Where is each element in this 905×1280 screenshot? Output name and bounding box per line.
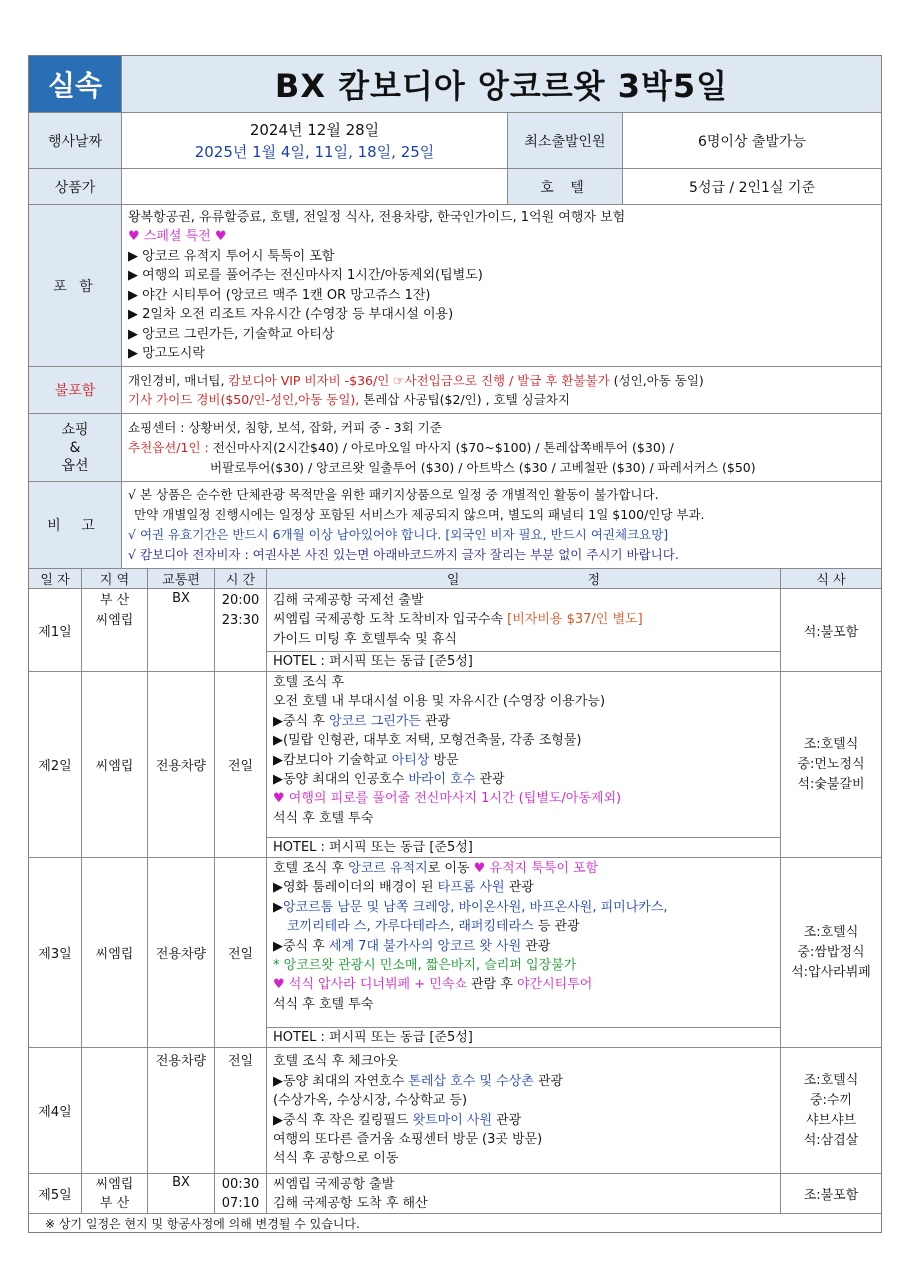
place-cell [82, 1174, 148, 1213]
itinerary-line: 김해 국제공항 국제선 출발 [273, 593, 424, 608]
col-time: 시 간 [215, 569, 267, 588]
day-label: 제3일 [29, 858, 82, 1047]
notes-content [122, 482, 881, 568]
day-label: 제1일 [29, 589, 82, 671]
transport-cell: 전용차량 [148, 1048, 215, 1173]
itinerary-line: 로 이동 [427, 861, 474, 876]
departure-dates [122, 113, 508, 168]
hotel-line: HOTEL : 퍼시픽 또는 동급 [준5성] [267, 651, 780, 671]
hotel-value: 5성급 / 2인1실 기준 [689, 179, 815, 196]
itinerary-line: ▶(밀랍 인형관, 대부호 저택, 모형건축물, 각종 조형물) [273, 733, 582, 749]
attraction-name: 톤레삽 호수 및 수상촌 [408, 1073, 534, 1089]
time-text: 07:10 [221, 1195, 260, 1211]
day-row [29, 858, 881, 1048]
itinerary-line: ▶캄보디아 기술학교 [273, 752, 392, 768]
meal-cell: 석:불포함 [803, 624, 859, 640]
transport-cell: BX [148, 589, 215, 671]
exclude-content [122, 367, 881, 413]
itinerary-line: 김해 국제공항 도착 후 해산 [273, 1195, 428, 1211]
attraction-name: 앙코르 유적지 [348, 861, 428, 876]
attraction-name: 세계 7대 불가사의 앙코르 왓 사원 [328, 938, 522, 954]
itinerary-line: 오전 호텔 내 부대시설 이용 및 자유시간 (수영장 이용가능) [273, 694, 606, 710]
notes-label: 비 고 [29, 482, 122, 568]
shopping-row [29, 414, 881, 482]
include-line: ♥ 스페셜 특전 ♥ [128, 229, 227, 244]
options-label: 추천옵션/1인 : [128, 439, 213, 455]
shopping-centers: 쇼핑센터 : 상황버섯, 침향, 보석, 잡화, 커피 중 - 3회 기준 [128, 419, 442, 435]
itinerary-line: 석식 후 호텔 투숙 [273, 810, 374, 826]
exclude-label: 불포함 [29, 367, 122, 413]
itinerary-line: 관광 [504, 880, 534, 896]
itinerary-line: 석식 후 공항으로 이동 [273, 1151, 399, 1167]
notes-row [29, 482, 881, 569]
exclude-text: 톤레삽 사공팁($2/인) , 호텔 싱글차지 [359, 392, 570, 407]
itinerary-line: ▶동양 최대의 자연호수 [273, 1073, 409, 1089]
itinerary-line: ▶중식 후 [273, 938, 329, 954]
transport-cell: 전용차량 [148, 858, 215, 1047]
options-text: 전신마사지(2시간$40) / 아로마오일 마사지 ($70~$100) / 톤레삽쪽배투어 ($30) / [212, 439, 674, 455]
itinerary-cell [267, 1174, 781, 1213]
include-label: 포 함 [29, 205, 122, 366]
include-content [122, 205, 881, 366]
itinerary-line: 가이드 미팅 후 호텔투숙 및 휴식 [273, 631, 457, 647]
itinerary-line: 석식 후 호텔 투숙 [273, 996, 374, 1012]
day-label: 제2일 [29, 672, 82, 857]
date-row [29, 113, 881, 169]
itinerary-line: ▶중식 후 작은 킬링필드 [273, 1112, 413, 1128]
meal-text: 석:삼겹살 [803, 1132, 859, 1148]
include-line: ▶ 2일차 오전 리조트 자유시간 (수영장 등 부대시설 이용) [128, 307, 454, 322]
itinerary-line: 호텔 조식 후 체크아웃 [273, 1054, 399, 1070]
itinerary-line: 관광 [475, 772, 505, 788]
itinerary-sheet [28, 55, 882, 1233]
day-row [29, 1048, 881, 1174]
special-note: ♥ 유적지 툭툭이 포함 [473, 861, 599, 876]
attraction-name: 아티상 [391, 752, 430, 768]
col-meal: 식 사 [816, 573, 846, 588]
itinerary-line: 씨엠립 국제공항 출발 [273, 1176, 395, 1192]
itinerary-cell [267, 589, 781, 671]
day-label: 제4일 [29, 1048, 82, 1173]
col-place: 지 역 [82, 569, 148, 588]
badge: 실속 [29, 56, 122, 112]
meal-text: 샤브샤브 [805, 1112, 857, 1128]
footnote-row [29, 1214, 881, 1232]
exclude-text: 개인경비, 매너팁, [128, 373, 229, 388]
time-cell: 전일 [215, 1048, 267, 1173]
itinerary-line: (수상가옥, 수상시장, 수상학교 등) [273, 1093, 468, 1109]
col-transport: 교통편 [148, 569, 215, 588]
itinerary-line: 관광 [492, 1112, 522, 1128]
page-title: BX 캄보디아 앙코르왓 3박5일 [122, 56, 881, 112]
shopping-content [122, 414, 881, 481]
footnote: ※ 상기 일정은 현지 및 항공사정에 의해 변경될 수 있습니다. [45, 1216, 360, 1231]
itinerary-line: 관람 후 [466, 977, 517, 993]
place-text: 부 산 [99, 1195, 130, 1211]
attraction-name: 코끼리테라 스, 가루다테라스, 래퍼킹테라스 [287, 919, 534, 935]
special-line: ♥ 여행의 피로를 풀어줄 전신마사지 1시간 (팁별도/아동제외) [273, 791, 622, 807]
exclude-row [29, 367, 881, 414]
itinerary-line: 여행의 또다른 즐거움 쇼핑센터 방문 (3곳 방문) [273, 1131, 543, 1147]
itinerary-cell [267, 672, 781, 857]
include-line: ▶ 야간 시티투어 (앙코르 맥주 1캔 OR 망고쥬스 1잔) [128, 287, 431, 303]
date-line-1: 2024년 12월 28일 [249, 120, 380, 139]
place-cell: 씨엠립 [82, 672, 148, 857]
meal-text: 조:호텔식 [803, 1072, 859, 1088]
meal-text: 석:압사라뷔페 [791, 964, 871, 980]
meal-cell [781, 858, 881, 1047]
note-line: √ 본 상품은 순수한 단체관광 목적만을 위한 패키지상품으로 일정 중 개별적인 활동이 불가합니다. [128, 487, 659, 502]
attraction-name: 타프롬 사원 [437, 880, 505, 896]
min-people-value: 6명이상 출발가능 [697, 133, 807, 150]
visa-cost-note: [비자비용 $37/인 별도] [507, 612, 643, 628]
price-row [29, 169, 881, 205]
include-line: ▶ 앙코르 유적지 투어시 툭툭이 포함 [128, 248, 335, 264]
itinerary-cell [267, 1048, 781, 1173]
meal-cell [781, 672, 881, 857]
meal-text: 조:호텔식 [803, 736, 859, 752]
col-itinerary: 일 정 [267, 569, 781, 588]
meal-text: 조:호텔식 [803, 924, 859, 940]
meal-text: 중:수끼 [809, 1092, 853, 1108]
min-people-label: 최소출발인원 [508, 113, 623, 168]
itinerary-line: 관광 [420, 713, 451, 729]
date-label: 행사날짜 [29, 113, 122, 168]
day-row [29, 672, 881, 858]
itinerary-line: 씨엠립 국제공항 도착 도착비자 입국수속 [273, 612, 508, 628]
meal-text: 석:숯불갈비 [797, 776, 865, 792]
date-line-2: 2025년 1월 4일, 11일, 18일, 25일 [194, 142, 435, 161]
time-cell: 전일 [215, 672, 267, 857]
include-line: ▶ 망고도시락 [128, 346, 205, 361]
include-row [29, 205, 881, 367]
col-day: 일 자 [29, 569, 82, 588]
itinerary-line: 관광 [533, 1073, 564, 1089]
hotel-line: HOTEL : 퍼시픽 또는 동급 [준5성] [267, 1027, 780, 1047]
dress-code-note: * 앙코르왓 관광시 민소매, 짧은바지, 슬리퍼 입장불가 [273, 958, 577, 974]
time-text: 00:30 [221, 1176, 260, 1192]
note-line: √ 여권 유효기간은 반드시 6개월 이상 남아있어야 합니다. [외국인 비자 필요, 반드시 여권체크요망] [128, 527, 669, 542]
guide-fee-text: 기사 가이드 경비($50/인-성인,아동 동일), [128, 392, 360, 407]
place-cell [82, 589, 148, 671]
note-line: √ 캄보디아 전자비자 : 여권사본 사진 있는면 아래바코드까지 글자 잘리는 부분 없이 주시기 바랍니다. [128, 547, 679, 562]
hotel-line: HOTEL : 퍼시픽 또는 동급 [준5성] [267, 837, 780, 857]
special-note: 야간시티투어 [516, 977, 593, 993]
time-cell [215, 1174, 267, 1213]
title-row [29, 56, 881, 113]
itinerary-line: 호텔 조식 후 [273, 675, 345, 690]
place-text: 씨엠립 [95, 1176, 134, 1192]
place-text: 씨엠립 [95, 613, 134, 628]
day-row [29, 1174, 881, 1214]
time-cell [215, 589, 267, 671]
transport-cell: BX [148, 1174, 215, 1213]
attraction-name: 앙코르 그린가든 [328, 713, 421, 729]
itinerary-line: 등 관광 [533, 919, 580, 935]
transport-cell: 전용차량 [148, 672, 215, 857]
hotel-label: 호 텔 [508, 169, 623, 204]
meal-cell: 조:불포함 [803, 1188, 859, 1203]
itinerary-line: ▶중식 후 [273, 713, 329, 729]
itinerary-line: ▶영화 툼레이더의 배경이 된 [273, 880, 438, 896]
price-value [122, 169, 508, 204]
itinerary-cell [267, 858, 781, 1047]
shopping-label [29, 414, 122, 481]
note-line: 만약 개별일정 진행시에는 일정상 포함된 서비스가 제공되지 않으며, 별도의 패널티 1일 $100/인당 부과. [134, 507, 705, 522]
itinerary-line: ▶동양 최대의 인공호수 [273, 772, 409, 788]
attraction-name: 바라이 호수 [408, 772, 476, 788]
itinerary-line: 방문 [429, 752, 459, 768]
itinerary-line: ▶ [273, 899, 283, 915]
visa-fee-text: 캄보디아 VIP 비자비 -$36/인 ☞사전입금으로 진행 / 발급 후 환불불가 [228, 373, 610, 388]
attraction-name: 앙코르톰 남문 및 남쪽 크레앙, 바이온사원, 바프온사원, 피미나카스, [283, 899, 668, 915]
itinerary-line: 관광 [521, 938, 551, 954]
place-text: 부 산 [99, 593, 130, 608]
meal-text: 중:쌈밥정식 [797, 944, 865, 960]
include-line: ▶ 앙코르 그린가든, 기술학교 아티상 [128, 326, 335, 342]
price-label: 상품가 [29, 169, 122, 204]
include-line: 왕복항공권, 유류할증료, 호텔, 전일정 식사, 전용차량, 한국인가이드, 1억원 여행자 보험 [128, 209, 626, 225]
meal-text: 중:먼노정식 [797, 756, 865, 772]
shopping-label-line: & [69, 439, 81, 456]
time-cell: 전일 [215, 858, 267, 1047]
time-text: 23:30 [221, 613, 260, 628]
include-line: ▶ 여행의 피로를 풀어주는 전신마사지 1시간/아동제외(팁별도) [128, 268, 483, 283]
attraction-name: 왓트마이 사원 [412, 1112, 493, 1128]
itinerary-line: 호텔 조식 후 [273, 861, 349, 876]
special-note: ♥ 석식 압사라 디너뷔페 + 민속쇼 [273, 977, 467, 993]
shopping-label-line: 쇼핑 [61, 421, 89, 438]
schedule-header [29, 569, 881, 589]
meal-cell [781, 1048, 881, 1173]
time-text: 20:00 [221, 593, 260, 608]
day-label: 제5일 [29, 1174, 82, 1213]
exclude-text: (성인,아동 동일) [609, 373, 704, 388]
day-row [29, 589, 881, 672]
shopping-label-line: 옵션 [61, 457, 89, 474]
options-text: 버팔로투어($30) / 앙코르왓 일출투어 ($30) / 아트박스 ($30 / 고베철판 ($30) / 파레서커스 ($50) [210, 459, 756, 475]
place-cell [82, 1048, 148, 1173]
place-cell: 씨엠립 [82, 858, 148, 1047]
